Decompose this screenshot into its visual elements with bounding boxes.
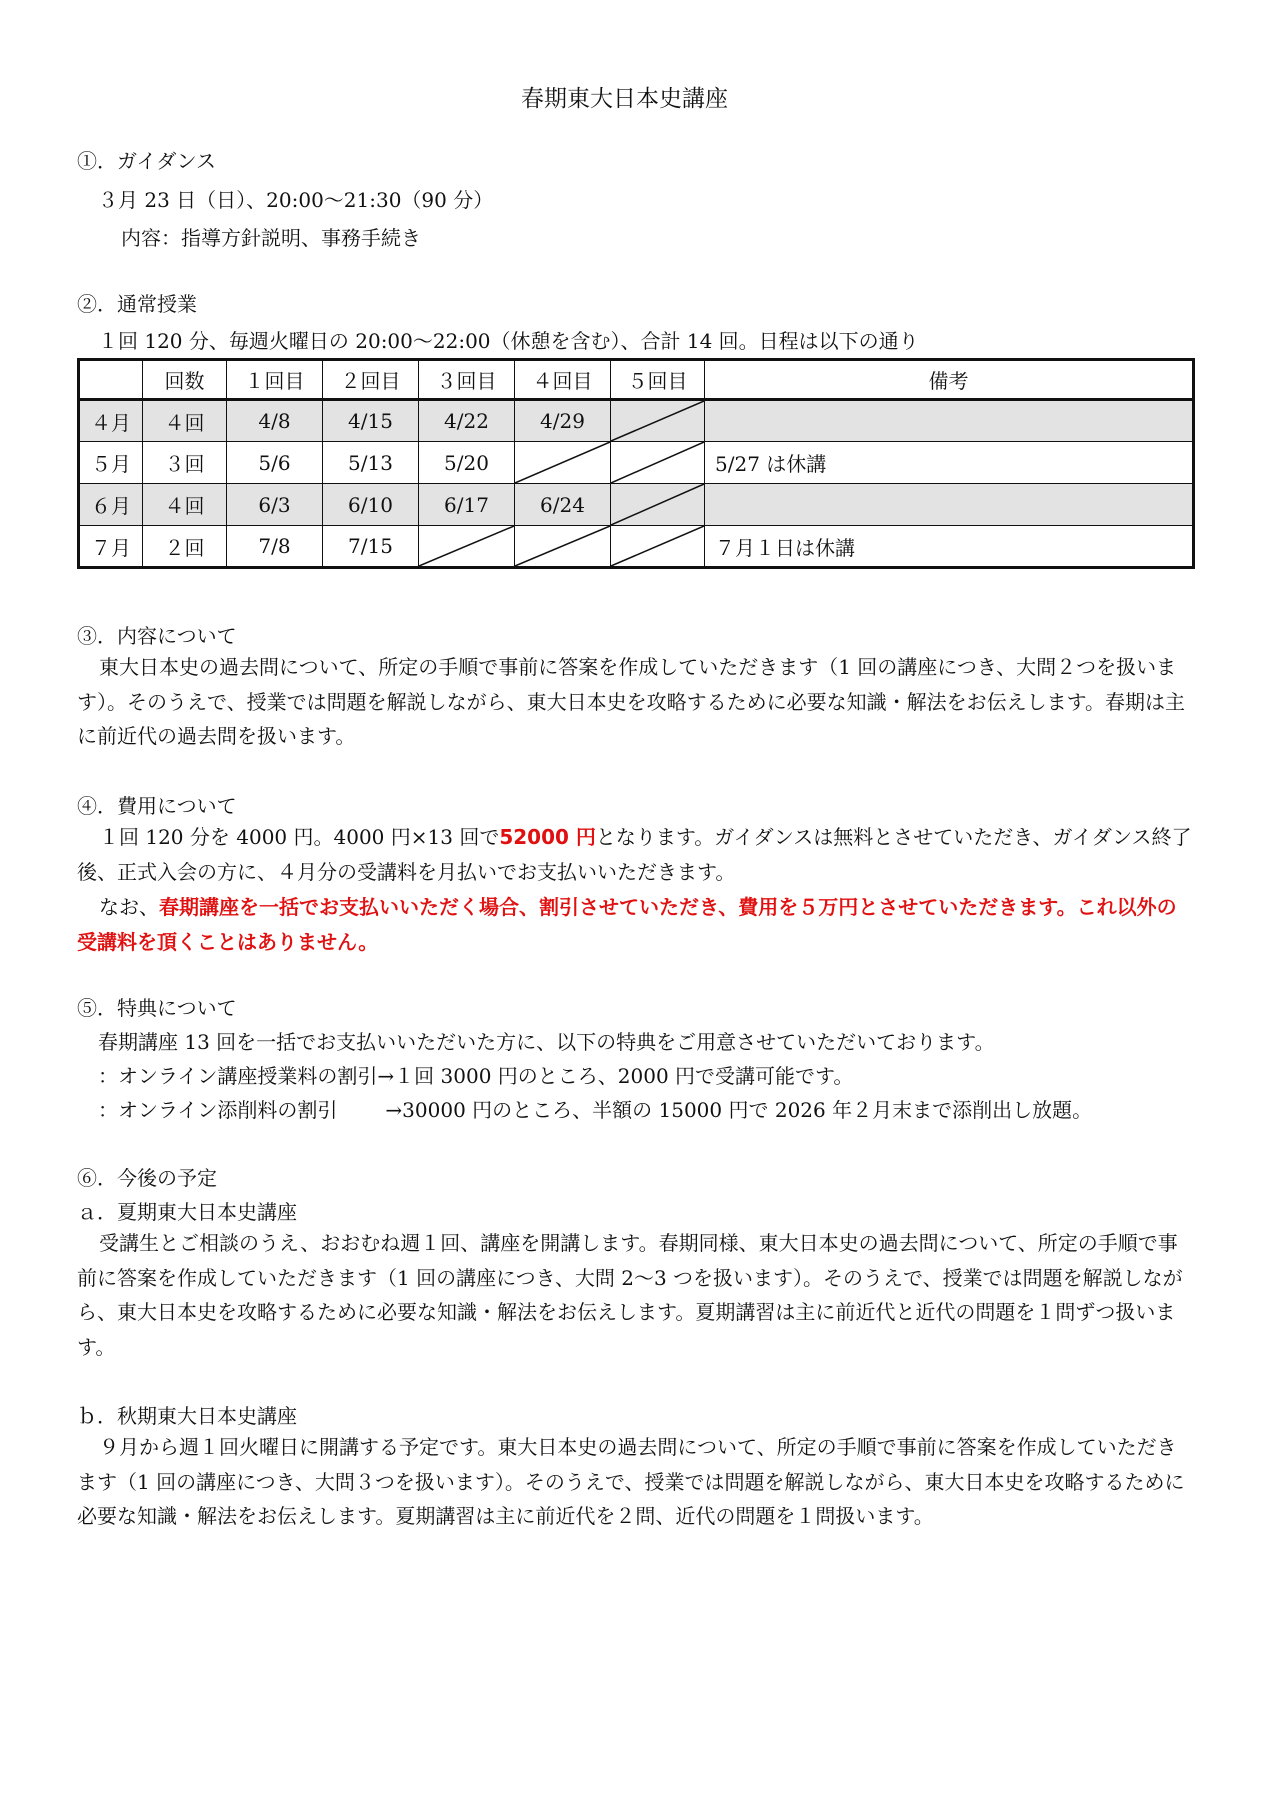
note-cell: 5/27 は休講: [705, 442, 1194, 484]
date-cell: 5/13: [323, 442, 419, 484]
fee-discount-highlight: 春期講座を一括でお支払いいただく場合、割引させていただき、費用を５万円とさせていただきます。これ以外の受講料を頂くことはありません。: [77, 895, 1177, 954]
regular-description: １回 120 分、毎週火曜日の 20:00～22:00（休憩を含む）、合計 14 回。日程は以下の通り: [98, 329, 919, 353]
header-cell: ４回目: [515, 360, 611, 400]
fee-text: となります。ガイダンスは無料とさせていただき、ガイダンス終了後、正式入会の方に、４月分の受講料を月払いでお支払いいただきます。: [77, 825, 1192, 884]
page-title: 春期東大日本史講座: [521, 86, 728, 112]
empty-slashed-cell: [419, 526, 515, 568]
month-cell: ７月: [79, 526, 143, 568]
fee-text: なお、: [99, 895, 159, 919]
month-cell: ５月: [79, 442, 143, 484]
table-row: [79, 484, 1194, 526]
date-cell: 4/15: [323, 400, 419, 442]
empty-slashed-cell: [611, 526, 705, 568]
header-cell: ５回目: [611, 360, 705, 400]
guidance-heading: ①．ガイダンス: [77, 149, 216, 173]
table-row: [79, 526, 1194, 568]
header-cell: ３回目: [419, 360, 515, 400]
count-cell: ２回: [143, 526, 227, 568]
regular-heading: ②．通常授業: [77, 292, 197, 316]
count-cell: ４回: [143, 400, 227, 442]
benefit-item-label: ：オンライン添削料の割引: [98, 1098, 338, 1122]
month-cell: ４月: [79, 400, 143, 442]
fee-paragraph-2: [77, 890, 1195, 959]
fee-paragraph-1: [77, 820, 1195, 889]
note-cell: [705, 400, 1194, 442]
header-cell: ２回目: [323, 360, 419, 400]
month-cell: ６月: [79, 484, 143, 526]
benefits-intro: 春期講座 13 回を一括でお支払いいただいた方に、以下の特典をご用意させていただいております。: [98, 1030, 995, 1054]
schedule-table: [77, 358, 1195, 569]
date-cell: 6/3: [227, 484, 323, 526]
note-cell: [705, 484, 1194, 526]
empty-slashed-cell: [515, 526, 611, 568]
date-cell: 7/15: [323, 526, 419, 568]
table-row: [79, 400, 1194, 442]
count-cell: ３回: [143, 442, 227, 484]
date-cell: 6/24: [515, 484, 611, 526]
guidance-content: 内容：指導方針説明、事務手続き: [121, 226, 421, 250]
date-cell: 5/6: [227, 442, 323, 484]
fee-heading: ④．費用について: [77, 794, 237, 818]
benefit-item: ：オンライン講座授業料の割引→１回 3000 円のところ、2000 円で受講可能です。: [98, 1064, 854, 1088]
benefits-heading: ⑤．特典について: [77, 996, 237, 1020]
content-body: 東大日本史の過去問について、所定の手順で事前に答案を作成していただきます（1 回の講座につき、大問２つを扱います）。そのうえで、授業では問題を解説しながら、東大日本史を攻略するために必要な知識・解法をお伝えします。春期は主に前近代の過去問を扱います。: [77, 655, 1185, 748]
future-heading: ⑥．今後の予定: [77, 1166, 217, 1190]
empty-slashed-cell: [611, 442, 705, 484]
fee-total-highlight: 52000 円: [499, 825, 596, 849]
date-cell: 5/20: [419, 442, 515, 484]
count-cell: ４回: [143, 484, 227, 526]
benefit-item-detail: →30000 円のところ、半額の 15000 円で 2026 年２月末まで添削出し放題。: [385, 1098, 1093, 1122]
date-cell: 4/29: [515, 400, 611, 442]
header-cell: [79, 360, 143, 400]
table-header-row: [79, 360, 1194, 400]
autumn-course-title: ｂ．秋期東大日本史講座: [77, 1404, 297, 1428]
header-cell: 備考: [705, 360, 1194, 400]
date-cell: 4/22: [419, 400, 515, 442]
fee-text: １回 120 分を 4000 円。4000 円×13 回で: [99, 825, 500, 849]
header-cell: 回数: [143, 360, 227, 400]
guidance-date: ３月 23 日（日）、20:00～21:30（90 分）: [98, 188, 494, 212]
summer-course-body: 受講生とご相談のうえ、おおむね週１回、講座を開講します。春期同様、東大日本史の過去問について、所定の手順で事前に答案を作成していただきます（1 回の講座につき、大問 2～3 つを扱います）。そのうえで、授業では問題を解説しながら、東大日本史を攻略するために必要な知識・解法をお伝えします。夏期講習は主に前近代と近代の問題を１問ずつ扱います。: [77, 1231, 1183, 1359]
table-row: [79, 442, 1194, 484]
date-cell: 6/10: [323, 484, 419, 526]
header-cell: １回目: [227, 360, 323, 400]
benefit-item: [98, 1094, 1092, 1123]
date-cell: 6/17: [419, 484, 515, 526]
summer-course-title: ａ．夏期東大日本史講座: [77, 1200, 297, 1224]
date-cell: 7/8: [227, 526, 323, 568]
empty-slashed-cell: [611, 400, 705, 442]
date-cell: 4/8: [227, 400, 323, 442]
autumn-course-body: ９月から週１回火曜日に開講する予定です。東大日本史の過去問について、所定の手順で事前に答案を作成していただきます（1 回の講座につき、大問３つを扱います）。そのうえで、授業では問題を解説しながら、東大日本史を攻略するために必要な知識・解法をお伝えします。夏期講習は主に前近代を２問、近代の問題を１問扱います。: [77, 1435, 1185, 1528]
empty-slashed-cell: [515, 442, 611, 484]
note-cell: ７月１日は休講: [705, 526, 1194, 568]
empty-slashed-cell: [611, 484, 705, 526]
content-heading: ③．内容について: [77, 624, 237, 648]
